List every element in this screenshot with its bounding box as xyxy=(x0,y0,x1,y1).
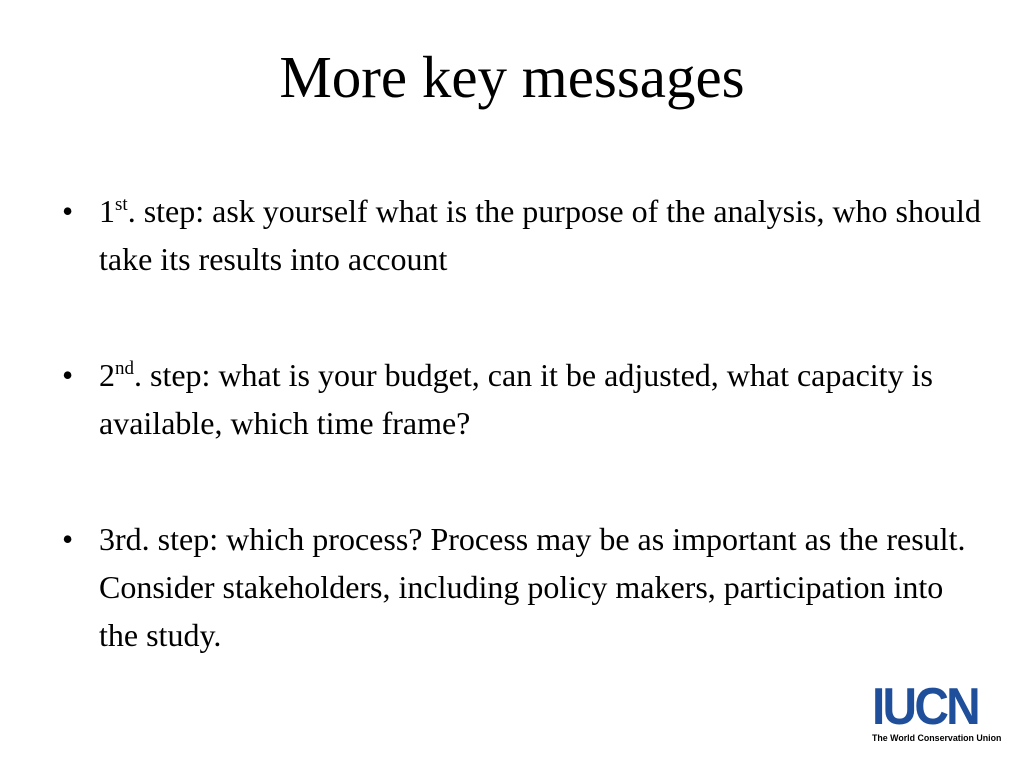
logo-wordmark: IUCN xyxy=(872,678,978,736)
bullet-item-3 xyxy=(62,515,982,659)
bullet-step-number: 2 xyxy=(99,357,115,393)
bullet-text: . step: what is your budget, can it be adjusted, what capacity is available, which time frame? xyxy=(99,357,933,441)
bullet-text: . step: ask yourself what is the purpose of the analysis, who should take its results into account xyxy=(99,193,981,277)
bullet-marker: • xyxy=(62,521,74,557)
ordinal-suffix: st xyxy=(115,194,128,215)
logo-tagline: The World Conservation Union xyxy=(872,733,1002,744)
bullet-marker: • xyxy=(62,357,74,393)
bullet-text: 3rd. step: which process? Process may be as important as the result. Consider stakeholders, including policy makers, participation into the study. xyxy=(99,521,966,653)
bullet-list xyxy=(62,187,982,659)
ordinal-suffix: nd xyxy=(115,358,134,379)
bullet-marker: • xyxy=(62,193,74,229)
slide-title: More key messages xyxy=(279,44,745,110)
bullet-item-2 xyxy=(62,351,982,447)
bullet-step-number: 1 xyxy=(99,193,115,229)
iucn-logo xyxy=(872,678,1002,746)
bullet-item-1 xyxy=(62,187,982,283)
